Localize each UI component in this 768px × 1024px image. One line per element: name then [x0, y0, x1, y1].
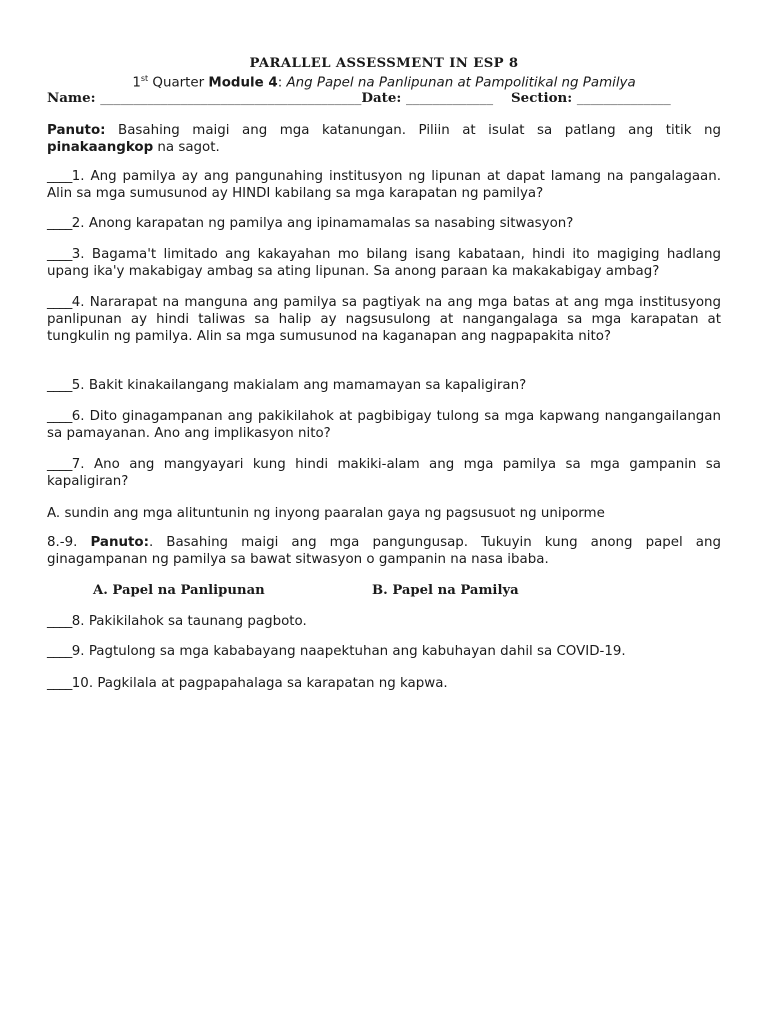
answer-blank[interactable]: ____ — [47, 614, 72, 629]
module-colon: : — [277, 75, 287, 91]
quarter-ordinal: st — [140, 74, 149, 83]
question-text: 4. Nararapat na manguna ang pamilya sa pagtiyak na ang mga batas at ang mga institusyong panlipunan ay hindi taliwas sa halip ay nagsusulong at nangangalaga sa mga karapatan at tungkulin ng pamilya. Alin sa mga sumusunod na kaganapan ang nagpapakita nito? — [47, 295, 721, 344]
item-text: 8. Pakikilahok sa taunang pagboto. — [71, 614, 307, 629]
choice-a: A. Papel na Panlipunan — [93, 583, 265, 598]
module-label: Module 4 — [208, 75, 278, 91]
date-field[interactable]: _____________ — [405, 91, 494, 106]
option-a: A. sundin ang mga alituntunin ng inyong paaralan gaya ng pagsusuot ng uniporme — [47, 506, 605, 521]
question-text: 5. Bakit kinakailangang makialam ang mamamayan sa kapaligiran? — [71, 378, 527, 393]
name-label: Name: — [47, 90, 96, 106]
section-field[interactable]: ______________ — [576, 91, 671, 106]
instructions-label: Panuto: — [47, 123, 106, 138]
answer-blank[interactable]: ____ — [47, 169, 72, 184]
answer-blank[interactable]: ____ — [47, 216, 72, 231]
item-9 — [47, 643, 721, 660]
question-7 — [47, 456, 721, 490]
instructions-emphasis: pinakaangkop — [47, 140, 154, 155]
question-text: 2. Anong karapatan ng pamilya ang ipinamamalas sa nasabing sitwasyon? — [71, 216, 574, 231]
choice-list — [93, 583, 693, 598]
date-label: Date: — [361, 90, 402, 106]
question-5 — [47, 377, 721, 394]
page-subtitle — [0, 74, 768, 90]
answer-blank[interactable]: ____ — [47, 295, 72, 310]
question-6 — [47, 408, 721, 442]
item-text: 10. Pagkilala at pagpapahalaga sa karapatan ng kapwa. — [71, 676, 448, 691]
module-title: Ang Papel na Panlipunan at Pampolitikal ng Pamilya — [286, 75, 636, 91]
section-label: Section: — [511, 90, 573, 106]
choice-b: B. Papel na Pamilya — [372, 583, 519, 598]
section2-label: Panuto: — [90, 535, 149, 550]
student-info-row — [47, 90, 727, 106]
item-10 — [47, 675, 721, 692]
answer-blank[interactable]: ____ — [47, 247, 72, 262]
page-title: PARALLEL ASSESSMENT IN ESP 8 — [249, 56, 519, 71]
answer-blank[interactable]: ____ — [47, 676, 72, 691]
section2-instructions — [47, 534, 721, 568]
instructions-text: Basahing maigi ang mga katanungan. Piliin at isulat sa patlang ang titik ng — [105, 123, 721, 138]
section2-prefix: 8.-9. — [47, 535, 91, 550]
question-3 — [47, 246, 721, 280]
question-text: 1. Ang pamilya ay ang pangunahing institusyon ng lipunan at dapat lamang na pangalagaan. Alin sa mga sumusunod ay HINDI kabilang sa mga karapatan ng pamilya? — [47, 169, 721, 201]
question-1 — [47, 168, 721, 202]
instructions-text-end: na sagot. — [153, 140, 220, 155]
question-text: 7. Ano ang mangyayari kung hindi makiki-alam ang mga pamilya sa mga gampanin sa kapaligiran? — [47, 457, 721, 489]
question-2 — [47, 215, 721, 232]
question-text: 3. Bagama't limitado ang kakayahan mo bilang isang kabataan, hindi ito magiging hadlang upang ika'y makabigay ambag sa ating lipunan. Sa anong paraan ka makakabigay ambag? — [47, 247, 721, 279]
section2-text: . Basahing maigi ang mga pangungusap. Tukuyin kung anong papel ang ginagampanan ng pamilya sa bawat sitwasyon o gampanin na nasa ibaba. — [47, 535, 722, 567]
item-8 — [47, 613, 721, 630]
answer-blank[interactable]: ____ — [47, 378, 72, 393]
name-field[interactable]: _______________________________________ — [100, 91, 362, 106]
instructions — [47, 122, 721, 156]
question-4 — [47, 294, 721, 345]
answer-blank[interactable]: ____ — [47, 409, 72, 424]
answer-blank[interactable]: ____ — [47, 644, 72, 659]
quarter-number: 1 — [132, 75, 141, 91]
question-text: 6. Dito ginagampanan ang pakikilahok at pagbibigay tulong sa mga kapwang nangangailangan sa pamayanan. Ano ang implikasyon nito? — [47, 409, 721, 441]
item-text: 9. Pagtulong sa mga kababayang naapektuhan ang kabuhayan dahil sa COVID-19. — [71, 644, 626, 659]
quarter-word: Quarter — [148, 75, 209, 91]
answer-blank[interactable]: ____ — [47, 457, 72, 472]
